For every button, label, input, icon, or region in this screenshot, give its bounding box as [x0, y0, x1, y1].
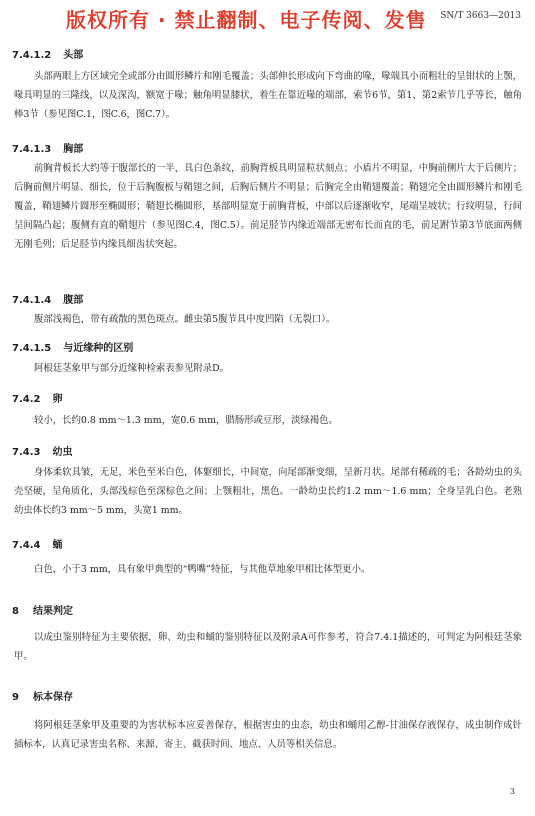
- heading-pupa: [12, 536, 62, 551]
- paragraph-pupa: 白色，小于3 mm，具有象甲典型的“鸭嘴”特征，与其他草地象甲相比体型更小。: [34, 564, 371, 575]
- heading-distinction: [12, 339, 133, 354]
- heading-title: 卵: [52, 394, 63, 405]
- standard-code: SN/T 3663—2013: [440, 11, 521, 21]
- paragraph-abdomen: 腹部浅褐色，带有疏散的黑色斑点。雌虫第5腹节具中度凹陷（无裂口）。: [34, 314, 336, 325]
- paragraph-distinction: 阿根廷茎象甲与部分近缘种检索表参见附录D。: [34, 363, 230, 374]
- heading-number: 7.4.3: [12, 447, 41, 458]
- heading-title: 蛹: [52, 540, 63, 551]
- heading-title: 结果判定: [32, 606, 73, 617]
- paragraph-thorax: 前胸背板长大约等于腹部长的一半，具白色条纹，前胸背板具明显粒状刻点；小盾片不明显，中胸前侧片大于后侧片；后胸前侧片明显、细长，位于后胸腹板与鞘翅之间，后胸后侧片不明显；后胸完全由鞘翅覆盖；鞘翅完全由圆形鳞片和刚毛覆盖，鞘翅鳞片圆形至椭圆形；鞘翅长椭圆形，基部明显宽于前胸背板，中部以后逐渐收窄，尾端呈坡状；行纹明显，行间呈间隔凸起；腹侧有直的鞘翅片（参见图C.4，图C.5）。前足胫节内缘近端部无密布长而直的毛，前足跗节第3节底面两侧无刚毛列；后足胫节内缘具细齿状突起。: [14, 163, 522, 250]
- heading-preservation: [12, 688, 73, 703]
- copyright-watermark: 版权所有 · 禁止翻制、电子传阅、发售: [66, 8, 427, 32]
- heading-title: 与近缘种的区别: [63, 343, 134, 354]
- heading-egg: [12, 390, 62, 405]
- paragraph-preservation: 将阿根廷茎象甲及重要的为害状标本应妥善保存，根据害虫的虫态，幼虫和蛹用乙醇-甘油保存液保存，成虫制作成针插标本，认真记录害虫名称、来源、寄主、截获时间、地点、人员等相关信息。: [14, 720, 522, 750]
- heading-number: 7.4.1.3: [12, 144, 52, 155]
- heading-number: 7.4.1.5: [12, 343, 52, 354]
- heading-abdomen: [12, 291, 83, 306]
- heading-title: 幼虫: [52, 447, 73, 458]
- heading-number: 7.4.4: [12, 540, 41, 551]
- heading-head: [12, 46, 83, 61]
- heading-number: 7.4.2: [12, 394, 41, 405]
- heading-thorax: [12, 140, 83, 155]
- heading-larva: [12, 443, 72, 458]
- paragraph-judgement: 以成虫鉴别特征为主要依据，卵、幼虫和蛹的鉴别特征以及附录A可作参考，符合7.4.1描述的，可判定为阿根廷茎象甲。: [14, 632, 522, 662]
- heading-title: 标本保存: [32, 692, 73, 703]
- heading-number: 8: [12, 606, 19, 617]
- paragraph-head: 头部两眼上方区域完全或部分由圆形鳞片和刚毛覆盖；头部伸长形成向下弯曲的喙，喙端具小而粗壮的呈钳状的上颚，喙具明显的三隆线，以及深沟，额宽于喙；触角明显膝状，着生在靠近喙的端部，索节6节，第1、第2索节几乎等长，触角棒3节（参见图C.1，图C.6，图C.7）。: [14, 71, 522, 120]
- heading-number: 7.4.1.2: [12, 50, 52, 61]
- heading-title: 腹部: [63, 295, 84, 306]
- heading-title: 胸部: [63, 144, 84, 155]
- page-number: 3: [509, 787, 515, 796]
- heading-number: 7.4.1.4: [12, 295, 52, 306]
- heading-number: 9: [12, 692, 19, 703]
- paragraph-egg: 较小，长约0.8 mm～1.3 mm，宽0.6 mm，腊肠形或豆形，淡绿褐色。: [34, 415, 338, 426]
- heading-title: 头部: [63, 50, 84, 61]
- paragraph-larva: 身体柔软具皱，无足，米色至米白色，体躯细长，中间宽，向尾部渐变细，呈新月状。尾部有稀疏的毛；各龄幼虫的头壳坚硬，呈角质化，头部浅棕色至深棕色之间；上颚粗壮，黑色。一龄幼虫长约1.2 mm～1.6 mm；全身呈乳白色。老熟幼虫体长约3 mm～5 mm，头宽1 mm。: [14, 467, 522, 516]
- heading-judgement: [12, 602, 73, 617]
